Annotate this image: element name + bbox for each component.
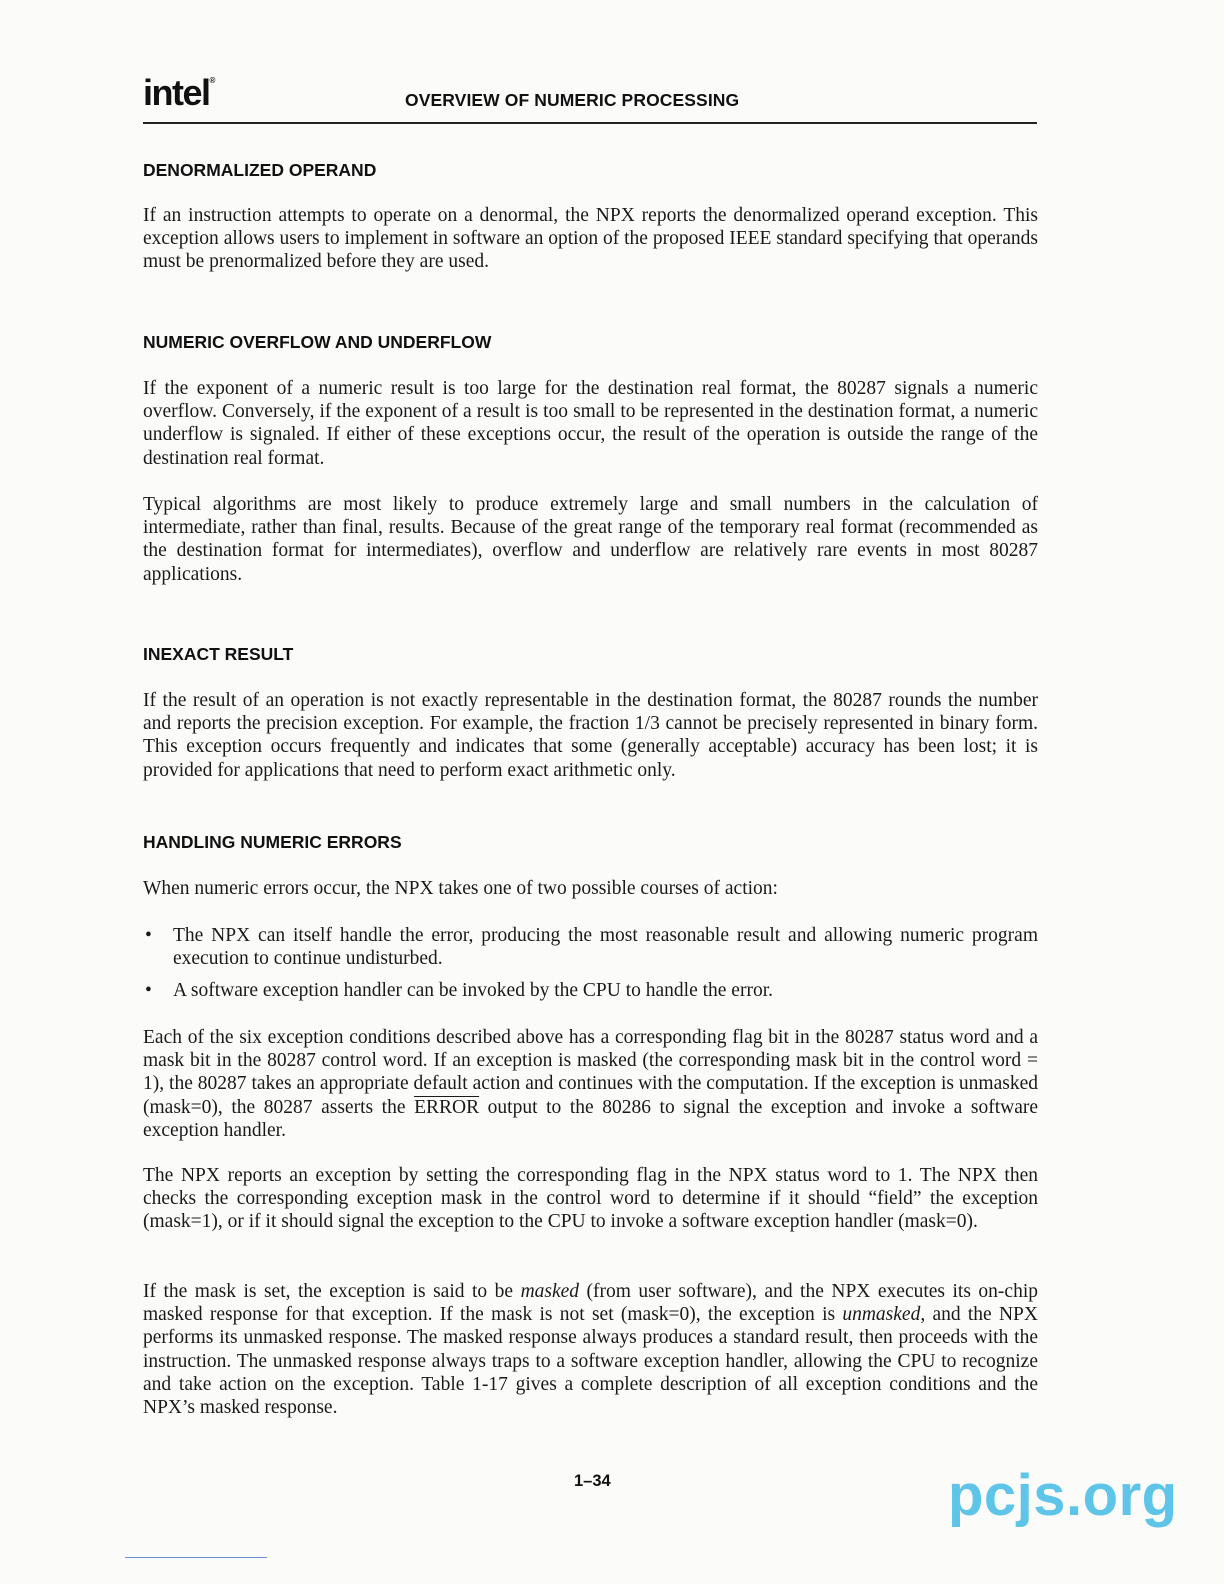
bullet-icon: • xyxy=(145,980,152,1002)
page-header xyxy=(143,70,1037,124)
paragraph-handling-3: The NPX reports an exception by setting the corresponding flag in the NPX status word to 1. The NPX then checks the corresponding exception mask in the control word to determine if it should “field” the exception (mask=1), or if it should signal the exception to the CPU to invoke a software exception handler (mask=0). xyxy=(143,1165,1038,1233)
header-rule xyxy=(143,122,1037,124)
bullet-icon: • xyxy=(145,925,152,946)
heading-handling-numeric-errors: HANDLING NUMERIC ERRORS xyxy=(143,832,402,852)
intel-logo: intel® xyxy=(143,72,216,113)
page-number: 1–34 xyxy=(574,1472,611,1490)
heading-denormalized-operand: DENORMALIZED OPERAND xyxy=(143,160,377,180)
pcjs-watermark: pcjs.org xyxy=(948,1463,1178,1528)
paragraph-denormalized: If an instruction attempts to operate on a denormal, the NPX reports the denormalized operand exception. This exception allows users to implement in software an option of the proposed IEEE standard specifying that operands must be prenormalized before they are used. xyxy=(143,205,1038,273)
bullet-list xyxy=(143,924,1038,1003)
paragraph-overflow-1: If the exponent of a numeric result is too large for the destination real format, the 80287 signals a numeric overflow. Conversely, if the exponent of a result is too small to be represented in the destination format, a numeric underflow is signaled. If either of these exceptions occur, the result of the operation is outside the range of the destination real format. xyxy=(143,378,1038,469)
paragraph-handling-4: If the mask is set, the exception is said to be masked (from user software), and the NPX executes its on-chip masked response for that exception. If the mask is not set (mask=0), the exception is unmasked, and the NPX performs its unmasked response. The masked response always produces a standard result, then proceeds with the instruction. The unmasked response always traps to a software exception handler, allowing the CPU to recognize and take action on the exception. Table 1-17 gives a complete description of all exception conditions and the NPX’s masked response. xyxy=(143,1281,1038,1419)
list-item: • A software exception handler can be invoked by the CPU to handle the error. xyxy=(145,980,773,1002)
fraction-one-third: 1/3 xyxy=(634,713,660,735)
emphasis-masked: masked xyxy=(520,1281,580,1302)
heading-inexact-result: INEXACT RESULT xyxy=(143,644,294,664)
heading-numeric-overflow: NUMERIC OVERFLOW AND UNDERFLOW xyxy=(143,332,492,352)
bottom-rule xyxy=(125,1557,267,1558)
paragraph-handling-intro: When numeric errors occur, the NPX takes one of two possible courses of action: xyxy=(143,878,778,899)
emphasis-unmasked: unmasked xyxy=(842,1304,921,1326)
list-item: • The NPX can itself handle the error, producing the most reasonable result and allowing numeric program execution to continue undisturbed. xyxy=(145,925,1038,970)
header-title: OVERVIEW OF NUMERIC PROCESSING xyxy=(405,90,740,110)
paragraph-inexact: If the result of an operation is not exactly representable in the destination format, the 80287 rounds the number and reports the precision exception. For example, the fraction 1/3 cannot be precisely represented in binary form. This exception occurs frequently and indicates that some (generally acceptable) accuracy has been lost; it is provided for applications that need to perform exact arithmetic only. xyxy=(143,690,1038,781)
paragraph-overflow-2: Typical algorithms are most likely to produce extremely large and small numbers in the calculation of intermediate, rather than final, results. Because of the great range of the temporary real format (recommended as the destination format for intermediates), overflow and underflow are relatively rare events in most 80287 applications. xyxy=(143,494,1038,585)
paragraph-handling-2: Each of the six exception conditions described above has a corresponding flag bit in the 80287 status word and a mask bit in the 80287 control word. If an exception is masked (the corresponding mask bit in the control word = 1), the 80287 takes an appropriate default action and continues with the computation. If the exception is unmasked (mask=0), the 80287 asserts the ERROR output to the 80286 to signal the exception and invoke a software exception handler. xyxy=(143,1027,1039,1141)
registered-mark: ® xyxy=(209,76,216,85)
error-signal: ERROR xyxy=(414,1096,480,1118)
